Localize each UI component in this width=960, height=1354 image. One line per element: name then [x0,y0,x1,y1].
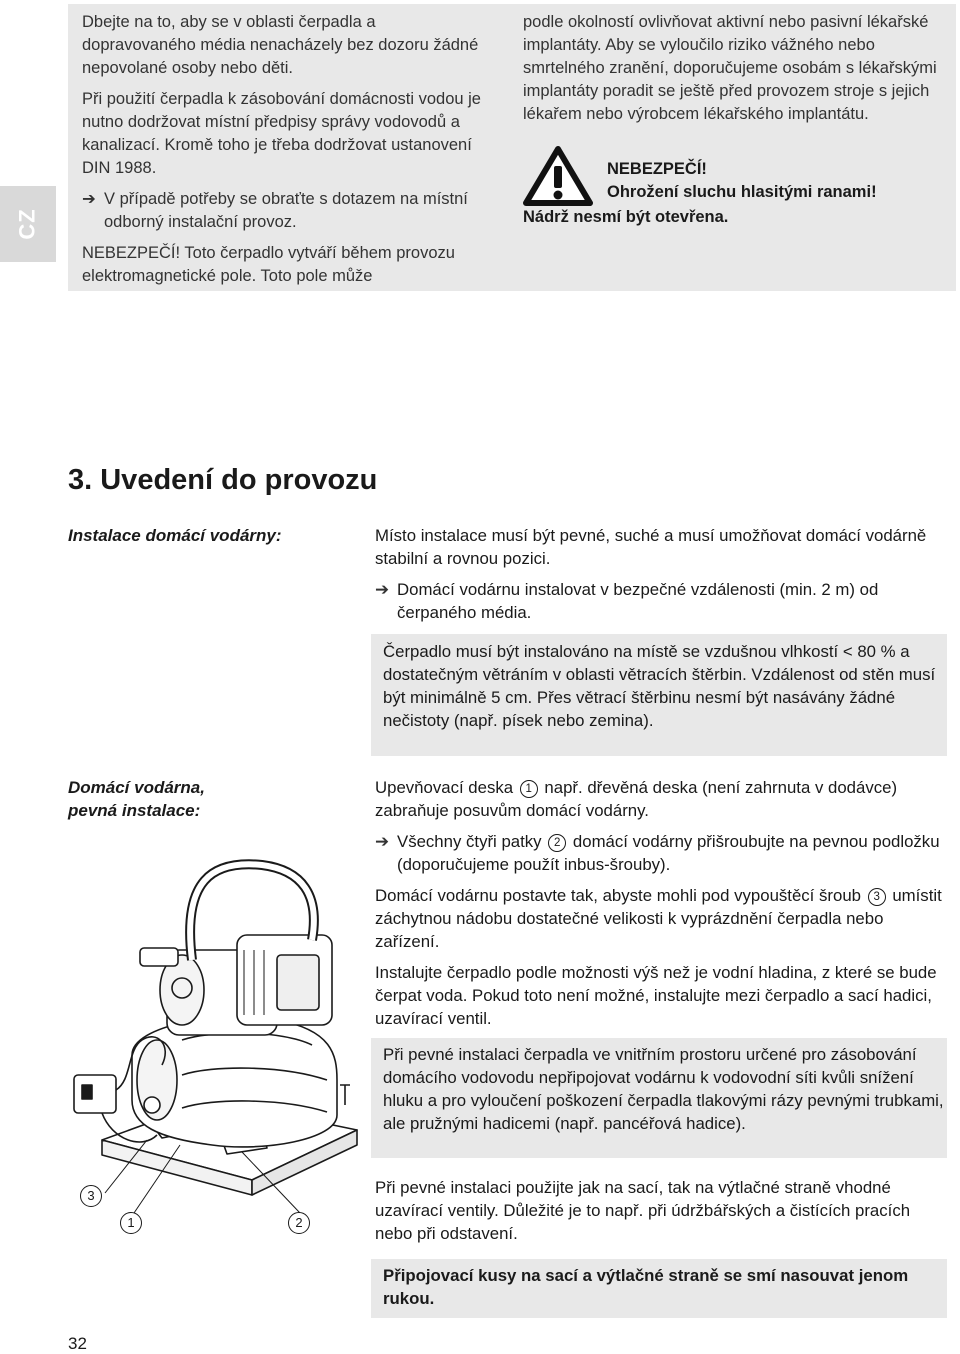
arrow-icon: ➔ [82,190,96,208]
language-tab-label: CZ [14,208,40,240]
text-segment: Upevňovací deska [375,778,514,797]
fixed-install-content [375,776,945,1038]
danger-notice [523,146,943,206]
warning-left-column [82,11,492,296]
install-label: Instalace domácí vodárny: [68,526,282,545]
pump-illustration [62,840,362,1240]
danger-text-block [607,146,877,204]
language-tab [0,186,56,262]
instruction-item [375,578,945,624]
humidity-note: Čerpadlo musí být instalováno na místě se vzdušnou vlhkostí < 80 % a dostatečným větráním v oblasti větracích štěrbin. Vzdálenost od stěn musí být minimálně 5 cm. Přes větrací štěrbinu nesmí být nasávány žádné nečistoty (např. písek nebo zemina). [371,634,947,756]
instruction-item [375,830,945,876]
instruction-item [82,188,492,234]
danger-title: NEBEZPEČÍ! [607,160,707,178]
text-segment: Domácí vodárnu postavte tak, abyste mohli pod vypouštěcí šroub [375,886,861,905]
valves-paragraph: Při pevné instalaci použijte jak na sací, tak na výtlačné straně vhodné uzavírací ventily. Důležité je to např. při údržbářských a čistících pracích nebo při odstavení. [375,1178,911,1243]
instruction-text: V případě potřeby se obraťte s dotazem na místní odborný instalační provoz. [104,190,468,231]
arrow-icon: ➔ [375,832,390,851]
fixed-install-paragraph [375,884,945,953]
tank-warning: Nádrž nesmí být otevřena. [523,208,729,226]
marker-2: 2 [548,834,566,852]
text-segment: domácí vodárny přišroubujte na pevnou podložku (doporučujeme použít inbus-šrouby). [397,832,940,874]
fixed-install-paragraph [375,776,945,822]
section-title: 3. Uvedení do provozu [68,464,378,496]
warning-paragraph: Při použití čerpadla k zásobování domácnosti vodou je nutno dodržovat místní předpisy správy vodovodů a kanalizací. Kromě toho je třeba dodržovat ustanovení DIN 1988. [82,90,481,177]
warning-paragraph: NEBEZPEČÍ! Toto čerpadlo vytváří během provozu elektromagnetické pole. Toto pole může [82,244,455,285]
instruction-text [397,830,945,876]
marker-1: 1 [520,780,538,798]
warning-right-column [523,11,943,229]
warning-paragraph: Dbejte na to, aby se v oblasti čerpadla a dopravovaného média nenacházely bez dozoru žádné nepovolané osoby nebo děti. [82,13,479,77]
danger-description: Ohrožení sluchu hlasitými ranami! [607,183,877,201]
install-paragraph: Místo instalace musí být pevné, suché a musí umožňovat domácí vodárně stabilní a rovnou pozici. [375,526,927,568]
text-segment: Všechny čtyři patky [397,832,542,851]
fixed-install-label-line: pevná instalace: [68,801,201,820]
install-content [375,524,945,632]
fixed-install-label [68,776,205,822]
marker-3: 3 [868,888,886,906]
text-segment: např. dřevěná deska (není zahrnuta v dodávce) zabraňuje posuvům domácí vodárny. [375,778,898,820]
pipe-note: Při pevné instalaci čerpadla ve vnitřním prostoru určené pro zásobování domácího vodovodu nepřipojovat vodárnu k vodovodní síti kvůli snížení hluku a pro vyloučení poškození čerpadla tlakovými rázy pevnými trubkami, ale pružnými hadicemi (např. pancéřová hadice). [371,1038,947,1158]
fixed-install-paragraph: Instalujte čerpadlo podle možnosti výš než je vodní hladina, z které se bude čerpat voda. Pokud toto není možné, instalujte mezi čerpadlo a sací hadici, uzavírací ventil. [375,963,937,1028]
instruction-text: Domácí vodárnu instalovat v bezpečné vzdálenosti (min. 2 m) od čerpaného média. [397,580,879,622]
arrow-icon: ➔ [375,580,390,599]
connectors-note: Připojovací kusy na sací a výtlačné straně se smí nasouvat jenom rukou. [371,1259,947,1318]
page-number: 32 [68,1334,87,1353]
callout-2: 2 [288,1212,310,1234]
warning-paragraph: podle okolností ovlivňovat aktivní nebo pasivní lékařské implantáty. Aby se vyloučilo riziko vážného nebo smrtelného zranění, doporučujeme osobám s lékařskými implantáty poradit se ještě před provozem stroje s jejich lékařem nebo výrobcem lékařského implantátu. [523,13,937,123]
fixed-install-label-line: Domácí vodárna, [68,778,205,797]
callout-1: 1 [120,1212,142,1234]
text-segment: umístit záchytnou nádobu dostatečné velikosti k vyprázdnění čerpadla nebo zařízení. [375,886,942,951]
warning-triangle-icon [523,146,593,206]
callout-3: 3 [80,1185,102,1207]
